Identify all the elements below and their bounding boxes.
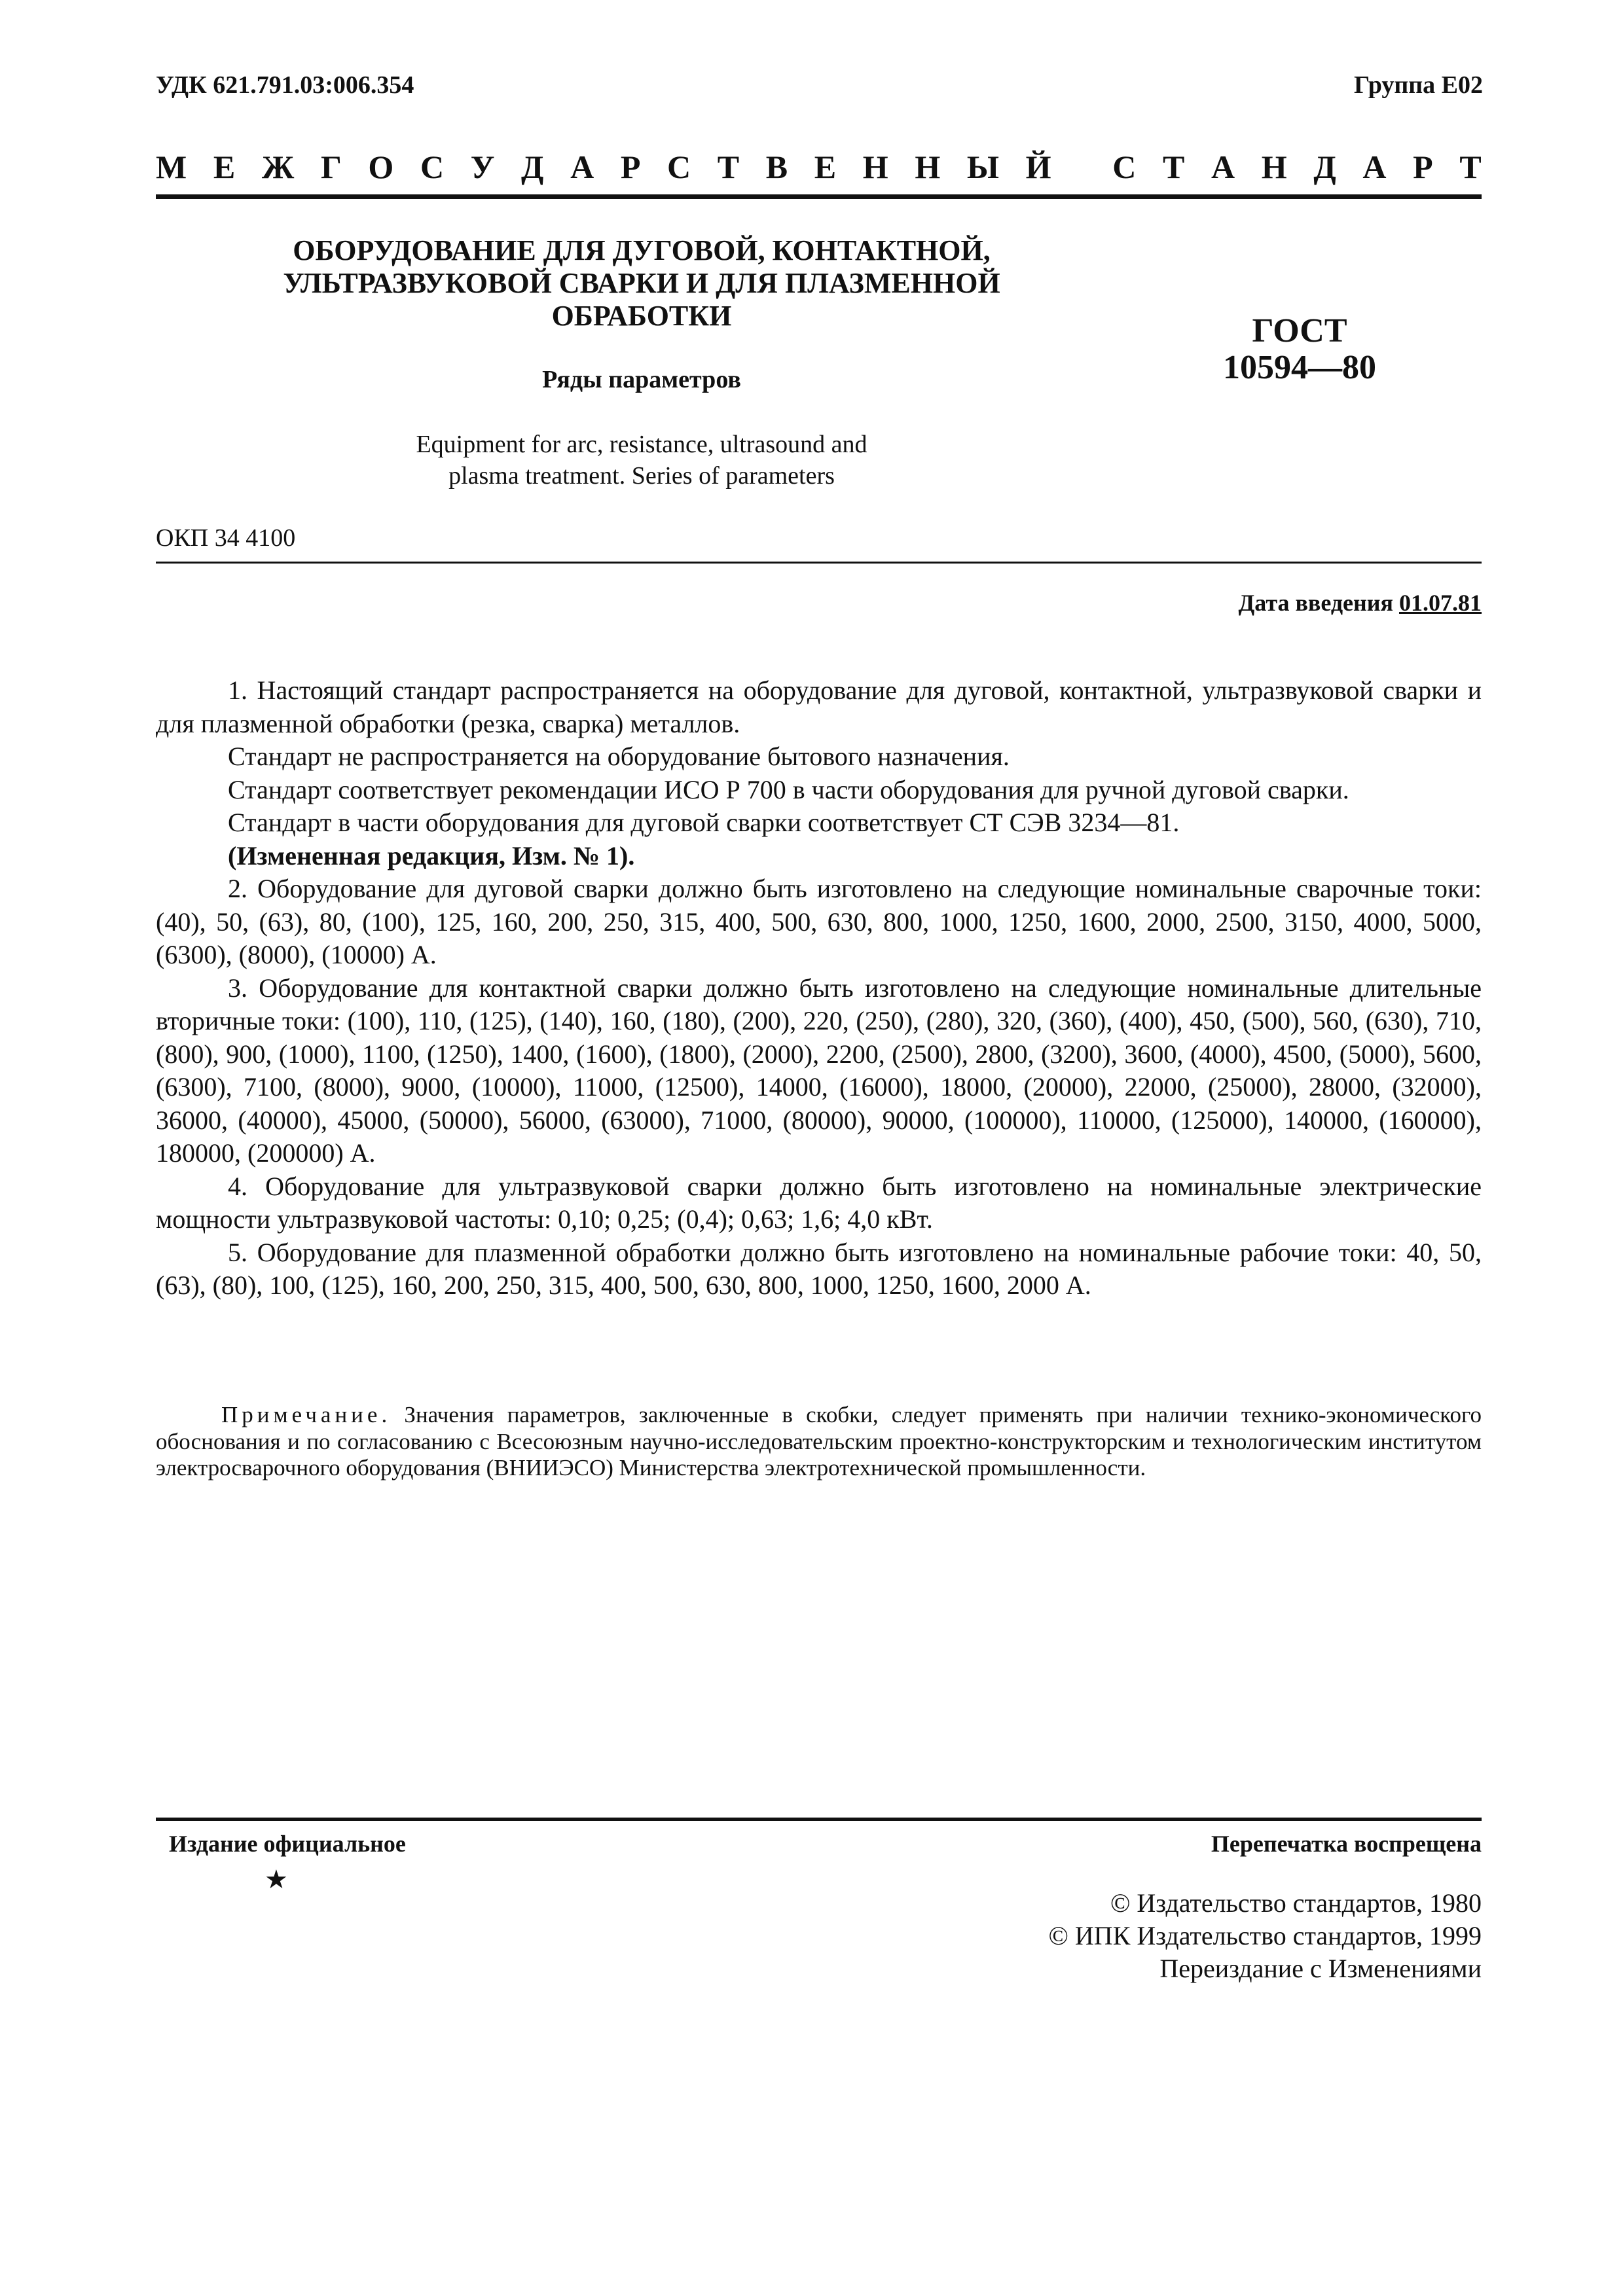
gost-designation [1192,313,1408,386]
paragraph: 1. Настоящий стандарт распространяется на оборудование для дуговой, контактной, ультразвуковой сварки и для плазменной обработки (резка, сварка) металлов. [156,675,1482,738]
copyright-block [1049,1887,1482,1985]
star-icon: ★ [264,1865,288,1894]
banner-letter: В [765,149,788,185]
intro-date-label: Дата введения [1238,590,1393,616]
footnote [156,1402,1482,1482]
banner-letter: Р [1413,149,1433,185]
note-text: Значения параметров, заключенные в скобки, следует применять при наличии технико-экономического обоснования и по согласованию с Всесоюзным научно-исследовательским проектно-конструкторским и технологическим институтом электросварочного оборудования (ВНИИЭСО) Министерства электротехнической промышленности. [156,1402,1482,1480]
banner-letter: Т [1459,149,1482,185]
banner-letter: Й [1025,149,1051,185]
paragraph: 2. Оборудование для дуговой сварки должно быть изготовлено на следующие номинальные сварочные токи: (40), 50, (63), 80, (100), 125, 160, 200, 250, 315, 400, 500, 630, 800, 1000, 1250, 1600, 2000, 2500, 3150, 4000, 5000, (6300), (8000), (10000) А. [156,874,1482,969]
group-code: Группа Е02 [1353,71,1483,99]
gost-number: 10594—80 [1223,349,1376,386]
banner-letter: Д [521,149,544,185]
header-rule [156,194,1482,199]
banner-letter: А [570,149,594,185]
banner-letter: Ж [261,149,295,185]
banner-letter: Г [320,149,342,185]
banner-gap [1078,148,1086,186]
banner-letter: М [156,149,187,185]
banner-letter: Т [717,149,740,185]
banner-letter: У [470,149,495,185]
title-rule [156,562,1482,564]
banner-letter: Т [1163,149,1185,185]
interstate-standard-banner [156,148,1482,186]
document-title: ОБОРУДОВАНИЕ ДЛЯ ДУГОВОЙ, КОНТАКТНОЙ, УЛЬТРАЗВУКОВОЙ СВАРКИ И ДЛЯ ПЛАЗМЕННОЙ ОБРАБОТКИ [283,234,1000,332]
paragraph: Стандарт в части оборудования для дуговой сварки соответствует СТ СЭВ 3234—81. [228,808,1180,837]
intro-date-value: 01.07.81 [1399,590,1482,616]
banner-letter: Е [814,149,837,185]
banner-letter: Ы [966,149,999,185]
banner-letter: Е [213,149,236,185]
banner-letter: Д [1313,149,1336,185]
reissue-line: Переиздание с Изменениями [1159,1954,1482,1983]
note-lead: Примечание. [221,1402,392,1427]
footer-rule [156,1818,1482,1821]
banner-letter: Н [862,149,888,185]
document-subtitle: Ряды параметров [542,366,741,393]
banner-letter: А [1362,149,1387,185]
banner-letter: А [1211,149,1235,185]
banner-letter: Р [620,149,641,185]
gost-label: ГОСТ [1252,312,1347,350]
paragraph: 4. Оборудование для ультразвуковой сварки должно быть изготовлено на номинальные электрические мощности ультразвуковой частоты: 0,10; 0,25; (0,4); 0,63; 1,6; 4,0 кВт. [156,1171,1482,1234]
udk-code: УДК 621.791.03:006.354 [156,71,414,99]
reprint-prohibited: Перепечатка воспрещена [1211,1831,1482,1857]
amendment-note: (Измененная редакция, Изм. № 1). [228,840,635,870]
intro-date [1239,589,1482,617]
paragraph: Стандарт не распространяется на оборудование бытового назначения. [228,742,1010,771]
official-edition: Издание официальное [169,1831,406,1857]
banner-letter: Н [915,149,941,185]
document-body [156,674,1482,1302]
banner-letter: С [667,149,691,185]
english-title: Equipment for arc, resistance, ultrasound and plasma treatment. Series of parameters [416,431,867,490]
banner-letter: Н [1261,149,1287,185]
paragraph: 5. Оборудование для плазменной обработки должно быть изготовлено на номинальные рабочие токи: 40, 50, (63), (80), 100, (125), 160, 200, 250, 315, 400, 500, 630, 800, 1000, 1250, 1600, 2000 А. [156,1237,1482,1300]
banner-letter: С [1112,149,1137,185]
okp-code: ОКП 34 4100 [156,524,296,552]
paragraph: Стандарт соответствует рекомендации ИСО Р 700 в части оборудования для ручной дуговой сварки. [228,774,1349,804]
banner-letter: О [368,149,394,185]
copyright-line: © Издательство стандартов, 1980 [1110,1888,1482,1918]
copyright-line: © ИПК Издательство стандартов, 1999 [1048,1921,1482,1950]
paragraph: 3. Оборудование для контактной сварки должно быть изготовлено на следующие номинальные длительные вторичные токи: (100), 110, (125), (140), 160, (180), (200), 220, (250), (280), 320, (360), (400), 450, (500), 560, (630), 710, (800), 900, (1000), 1100, (1250), 1400, (1600), (1800), (2000), 2200, (2500), 2800, (3200), 3600, (4000), 4500, (5000), 5600, (6300), 7100, (8000), 9000, (10000), 11000, (12500), 14000, (16000), 18000, (20000), 22000, (25000), 28000, (32000), 36000, (40000), 45000, (50000), 56000, (63000), 71000, (80000), 90000, (100000), 110000, (125000), 140000, (160000), 180000, (200000) А. [156,973,1482,1168]
banner-letter: С [420,149,445,185]
